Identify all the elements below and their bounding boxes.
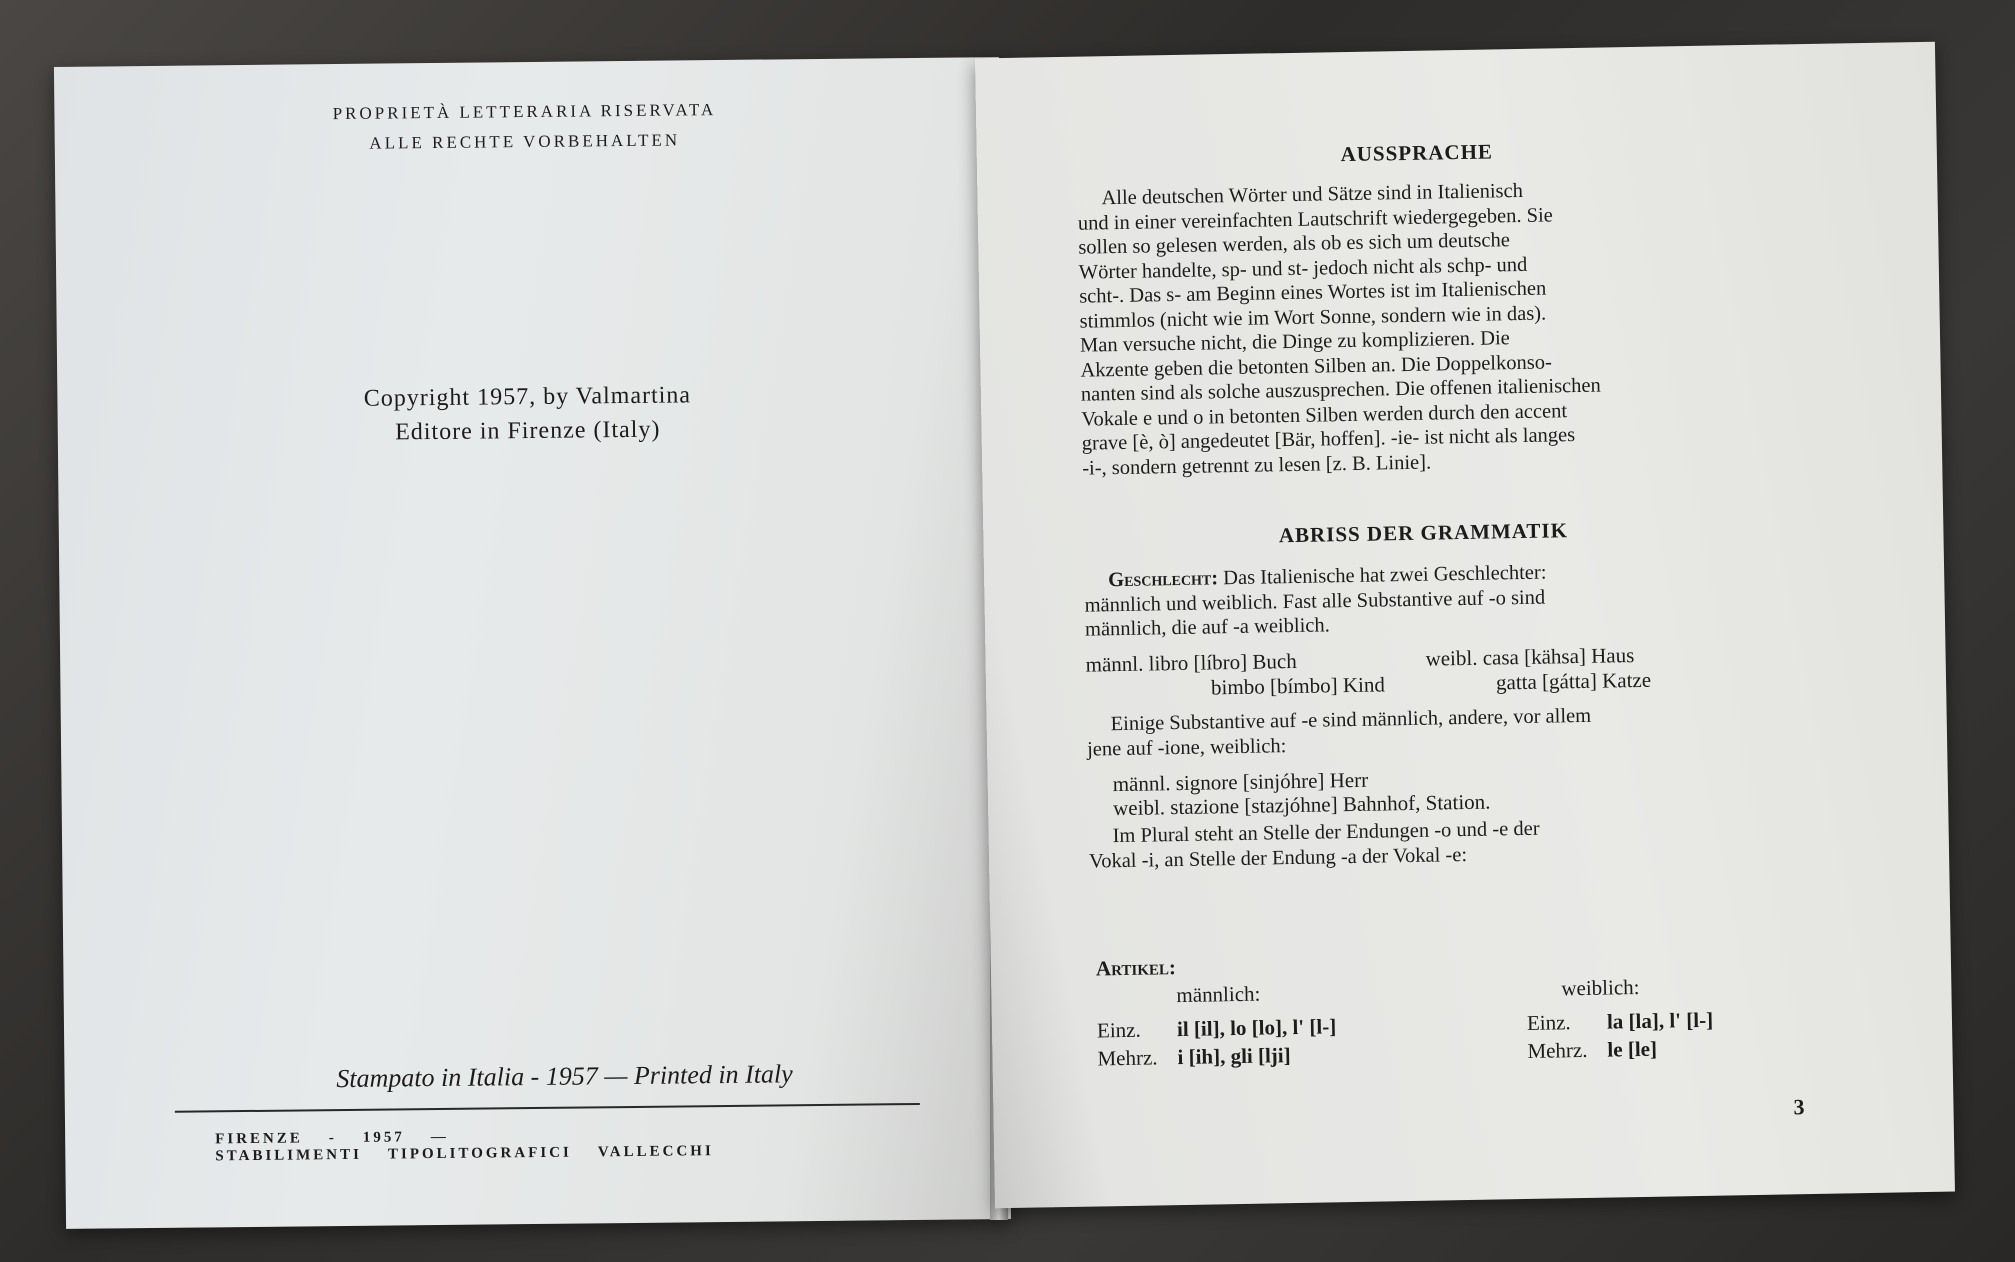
example-f-1: weibl. casa [kähsa] Haus <box>1425 643 1635 671</box>
right-page <box>975 42 1955 1209</box>
text-line: grave [è, ò] angedeutet [Bär, hoffen]. -ie- ist nicht als langes <box>1081 424 1576 455</box>
text-line: scht-. Das s- am Beginn eines Wortes ist im Italienischen <box>1079 277 1547 308</box>
example-stazione: weibl. stazione [stazjóhne] Bahnhof, Station. <box>1112 789 1491 821</box>
aussprache-paragraph <box>1077 175 1762 481</box>
mehrz-label-f: Mehrz. <box>1527 1037 1588 1063</box>
text-span: Das Italienische hat zwei Geschlechter: <box>1223 561 1547 590</box>
example-signore: männl. signore [sinjóhre] Herr <box>1112 767 1369 797</box>
artikel-label: Artikel: <box>1095 955 1177 981</box>
einige-paragraph <box>1086 701 1767 762</box>
rights-line-2: ALLE RECHTE VORBEHALTEN <box>369 130 681 153</box>
text-line: Man versuche nicht, die Dinge zu komplizieren. Die <box>1079 327 1510 357</box>
printer-imprint <box>215 1124 915 1165</box>
text-line: Vokale e und o in betonten Silben werden durch den accent <box>1081 399 1568 431</box>
text-line: Akzente geben die betonten Silben an. Die Doppelkonso- <box>1080 350 1552 382</box>
geschlecht-paragraph <box>1084 557 1765 642</box>
grammatik-heading: ABRISS DER GRAMMATIK <box>1278 518 1569 548</box>
einz-label-m: Einz. <box>1096 1017 1141 1043</box>
text-line: Wörter handelte, sp- und st- jedoch nicht als schp- und <box>1078 253 1528 284</box>
text-line: -i-, sondern getrennt zu lesen [z. B. Linie]. <box>1082 451 1432 480</box>
printed-in-italy: Stampato in Italia - 1957 — Printed in Italy <box>336 1059 793 1094</box>
copyright-line-2: Editore in Firenze (Italy) <box>395 416 661 446</box>
einz-label-f: Einz. <box>1526 1010 1571 1035</box>
text-line: Alle deutschen Wörter und Sätze sind in Italienisch <box>1101 179 1524 210</box>
geschlecht-label: Geschlecht: <box>1107 567 1219 592</box>
divider-rule <box>175 1103 920 1113</box>
example-m-2: bimbo [bímbo] Kind <box>1210 672 1386 700</box>
example-m-1: männl. libro [líbro] Buch <box>1085 648 1297 677</box>
imprint-word: — <box>430 1128 449 1146</box>
imprint-word: FIRENZE <box>215 1130 303 1148</box>
text-line: sollen so gelesen werden, als ob es sich um deutsche <box>1078 229 1511 259</box>
m-einz-articles: il [il], lo [lo], l' [l-] <box>1176 1014 1337 1042</box>
imprint-word: TIPOLITOGRAFICI <box>387 1144 572 1163</box>
weiblich-label: weiblich: <box>1561 975 1640 1001</box>
f-einz-articles: la [la], l' [l-] <box>1606 1007 1714 1034</box>
imprint-word: STABILIMENTI <box>215 1146 363 1165</box>
f-mehrz-articles: le [le] <box>1607 1036 1658 1062</box>
aussprache-heading: AUSSPRACHE <box>1340 139 1494 167</box>
text-line: und in einer vereinfachten Lautschrift wiedergegeben. Sie <box>1077 203 1553 235</box>
m-mehrz-articles: i [ih], gli [lji] <box>1177 1043 1291 1070</box>
mehrz-label-m: Mehrz. <box>1097 1045 1158 1071</box>
imprint-word: VALLECCHI <box>597 1143 714 1161</box>
text-line: männlich und weiblich. Fast alle Substantive auf -o sind <box>1084 586 1546 617</box>
page-number: 3 <box>1793 1094 1805 1120</box>
text-line: jene auf -ione, weiblich: <box>1086 734 1287 761</box>
text-line: Einige Substantive auf -e sind männlich, andere, vor allem <box>1110 704 1592 736</box>
rights-line-1: PROPRIETÀ LETTERARIA RISERVATA <box>332 100 717 124</box>
left-page <box>54 57 1011 1229</box>
text-line: männlich, die auf -a weiblich. <box>1084 614 1330 641</box>
text-line: Im Plural steht an Stelle der Endungen -o und -e der <box>1112 817 1540 848</box>
text-line: stimmlos (nicht wie im Wort Sonne, sondern wie in das). <box>1079 302 1547 333</box>
copyright-line-1: Copyright 1957, by Valmartina <box>363 382 692 412</box>
plural-paragraph <box>1088 813 1769 874</box>
example-f-2: gatta [gátta] Katze <box>1495 667 1652 695</box>
text-line: nanten sind als solche auszusprechen. Die offenen italienischen <box>1080 374 1601 406</box>
text-line: Vokal -i, an Stelle der Endung -a der Vokal -e: <box>1088 843 1468 873</box>
imprint-word: 1957 <box>362 1129 405 1146</box>
imprint-word: - <box>328 1130 337 1147</box>
maennlich-label: männlich: <box>1176 981 1261 1008</box>
